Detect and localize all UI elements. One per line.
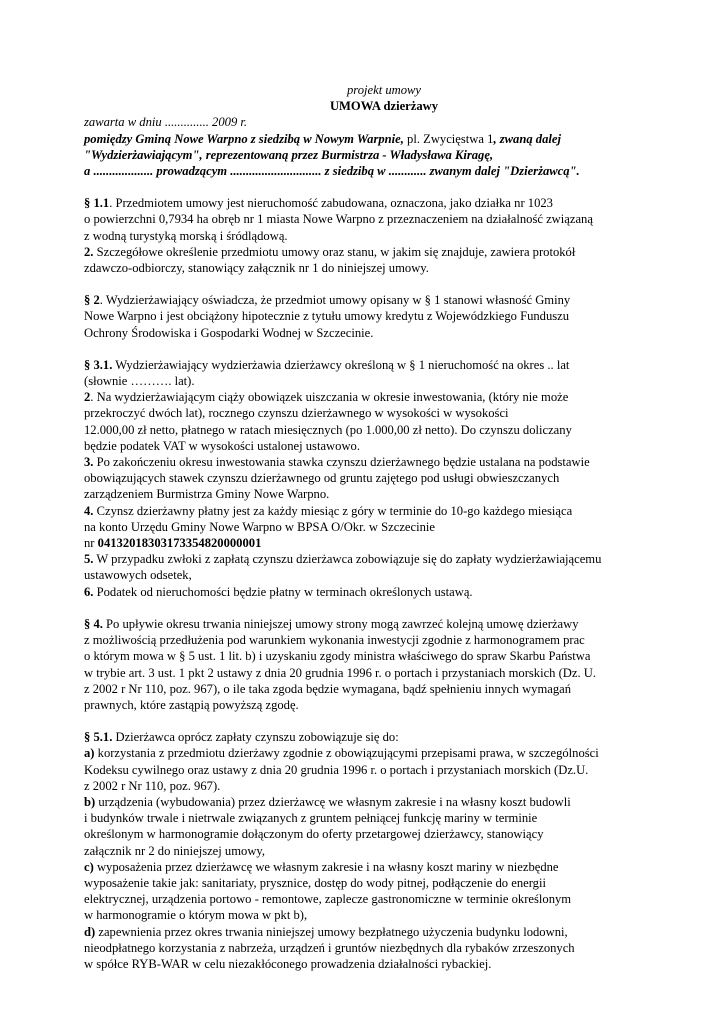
paragraph-text: Podatek od nieruchomości będzie płatny w terminach określonych ustawą.: [93, 584, 473, 599]
paragraph-text: 12.000,00 zł netto, płatnego w ratach miesięcznych (po 1.000,00 zł netto). Do czynszu doliczany: [84, 422, 572, 437]
party-one-alias: , zwaną dalej: [493, 131, 561, 146]
account-prefix: nr: [84, 536, 98, 551]
paragraph-text: ustawowych odsetek,: [84, 568, 192, 583]
paragraph-text: o powierzchni 0,7934 ha obręb nr 1 miasta Nowe Warpno z przeznaczeniem na działalność związaną: [84, 212, 593, 227]
point-number: 3.: [84, 455, 94, 470]
paragraph-text: nieodpłatnego korzystania z nabrzeża, urządzeń i gruntów niezbędnych dla rybaków zrzeszonych: [84, 940, 575, 955]
paragraph-text: Po upływie okresu trwania niniejszej umowy strony mogą zawrzeć kolejną umowę dzierżawy: [102, 616, 579, 631]
point-number: 5.: [84, 552, 94, 567]
paragraph-text: wyposażenie takie jak: sanitariaty, prysznice, dostęp do wody pitnej, podłączenie do energii: [84, 875, 546, 890]
paragraph-text: . Przedmiotem umowy jest nieruchomość zabudowana, oznaczona, jako działka nr 1023: [109, 196, 553, 211]
paragraph-text: zapewnienia przez okres trwania niniejszej umowy bezpłatnego użyczenia budynku lodowni,: [95, 924, 568, 939]
paragraph-text: Po zakończeniu okresu inwestowania stawka czynszu dzierżawnego będzie ustalana na podstawie: [93, 455, 590, 470]
point-number: 6.: [84, 584, 94, 599]
section-4: [84, 616, 684, 713]
point-number: 2: [84, 390, 91, 405]
document-title: UMOWA dzierżawy: [329, 99, 439, 114]
section-number: § 1.1: [84, 196, 110, 211]
point-number: 2.: [84, 244, 94, 259]
paragraph-text: określonym w harmonogramie dołączonym do oferty przetargowej dzierżawcy, stanowiący: [84, 827, 544, 842]
party-two: a ................... prowadzącym ............................. z siedzibą w ............ zwanym dalej "Dzierżawcą".: [84, 164, 580, 179]
bank-account-number: 04132018303173354820000001: [97, 536, 262, 551]
paragraph-text: przekroczyć dwóch lat), rocznego czynszu dzierżawnego w wysokości w wysokości: [84, 406, 509, 421]
section-1: [84, 195, 684, 276]
paragraph-text: zdawczo-odbiorczy, stanowiący załącznik nr 1 do niniejszej umowy.: [84, 261, 429, 276]
paragraph-text: wyposażenia przez dzierżawcę we własnym zakresie i na własny koszt mariny w niezbędne: [93, 859, 559, 874]
paragraph-text: o którym mowa w § 5 ust. 1 lit. b) i uzyskaniu zgody ministra właściwego do spraw Skarbu Państwa: [84, 649, 591, 664]
paragraph-text: Ochrony Środowiska i Gospodarki Wodnej w Szczecinie.: [84, 325, 374, 340]
paragraph-text: w spółce RYB-WAR w celu niezakłóconego prowadzenia działalności rybackiej.: [84, 956, 492, 971]
paragraph-text: korzystania z przedmiotu dzierżawy zgodnie z obowiązującymi przepisami prawa, w szczególności: [94, 746, 599, 761]
paragraph-text: Wydzierżawiający wydzierżawia dzierżawcy określoną w § 1 nieruchomość na okres .. lat: [112, 357, 570, 372]
point-letter: a): [84, 746, 95, 761]
paragraph-text: z 2002 r Nr 110, poz. 967).: [84, 778, 221, 793]
paragraph-text: załącznik nr 2 do niniejszej umowy,: [84, 843, 266, 858]
paragraph-text: Dzierżawca oprócz zapłaty czynszu zobowiązuje się do:: [112, 730, 399, 745]
section-5: [84, 729, 684, 972]
point-letter: d): [84, 924, 96, 939]
paragraph-text: w trybie art. 3 ust. 1 pkt 2 ustawy z dnia 20 grudnia 1996 r. o portach i przystaniach morskich (Dz. U.: [84, 665, 597, 680]
section-3: [84, 357, 684, 600]
paragraph-text: . Wydzierżawiający oświadcza, że przedmiot umowy opisany w § 1 stanowi własność Gminy: [99, 293, 571, 308]
party-one: pomiędzy Gminą Nowe Warpno z siedzibą w Nowym Warpnie,: [84, 131, 404, 146]
section-2: [84, 292, 684, 341]
section-number: § 4.: [84, 616, 103, 631]
paragraph-text: będzie podatek VAT w wysokości ustalonej ustawowo.: [84, 438, 360, 453]
point-letter: c): [84, 859, 94, 874]
paragraph-text: z wodną turystyką morską i śródlądową.: [84, 228, 288, 243]
paragraph-text: Kodeksu cywilnego oraz ustawy z dnia 20 grudnia 1996 r. o portach i przystaniach morskich (Dz.U.: [84, 762, 589, 777]
signing-date: zawarta w dniu .............. 2009 r.: [84, 115, 248, 130]
paragraph-text: z 2002 r Nr 110, poz. 967), o ile taka zgoda będzie wymagana, bądź spełnieniu innych wymagań: [84, 681, 572, 696]
point-number: 4.: [84, 503, 94, 518]
paragraph-text: zarządzeniem Burmistrza Gminy Nowe Warpno.: [84, 487, 330, 502]
paragraph-text: i budynków trwale i nietrwale związanych z gruntem pełniącej funkcję mariny w terminie: [84, 811, 538, 826]
paragraph-text: Nowe Warpno i jest obciążony hipotecznie z tytułu umowy kredytu z Wojewódzkiego Funduszu: [84, 309, 570, 324]
paragraph-text: elektrycznej, urządzenia portowo - remontowe, zaplecze gastronomiczne w terminie określonym: [84, 892, 572, 907]
paragraph-text: W przypadku zwłoki z zapłatą czynszu dzierżawca zobowiązuje się do zapłaty wydzierżawiającemu: [93, 552, 602, 567]
paragraph-text: . Na wydzierżawiającym ciąży obowiązek uiszczania w okresie inwestowania, (który nie może: [90, 390, 569, 405]
paragraph-text: na konto Urzędu Gminy Nowe Warpno w BPSA O/Okr. w Szczecinie: [84, 519, 435, 534]
point-letter: b): [84, 794, 96, 809]
paragraph-text: Szczegółowe określenie przedmiotu umowy oraz stanu, w jakim się znajduje, zawiera protokół: [93, 244, 576, 259]
section-number: § 2: [84, 293, 100, 308]
section-number: § 3.1.: [84, 357, 113, 372]
paragraph-text: urządzenia (wybudowania) przez dzierżawcę we własnym zakresie i na własny koszt budowli: [95, 794, 571, 809]
paragraph-text: (słownie ………. lat).: [84, 374, 195, 389]
draft-label: projekt umowy: [346, 83, 422, 97]
section-number: § 5.1.: [84, 730, 113, 745]
party-one-address: pl. Zwycięstwa 1: [403, 131, 494, 146]
paragraph-text: obowiązujących stawek czynszu dzierżawnego od gruntu zajętego pod usługi obwieszczanych: [84, 471, 560, 486]
paragraph-text: z możliwością przedłużenia pod warunkiem wykonania inwestycji zgodnie z harmonogramem prac: [84, 633, 585, 648]
paragraph-text: w harmonogramie o którym mowa w pkt b),: [84, 908, 308, 923]
parties-block: [84, 131, 684, 180]
paragraph-text: prawnych, które zastąpią powyższą zgodę.: [84, 697, 299, 712]
paragraph-text: Czynsz dzierżawny płatny jest za każdy miesiąc z góry w terminie do 10-go każdego miesiąca: [93, 503, 573, 518]
party-one-representative: "Wydzierżawiającym", reprezentowaną przez Burmistrza - Władysława Kiragę,: [84, 147, 494, 162]
document-page: [84, 82, 684, 972]
